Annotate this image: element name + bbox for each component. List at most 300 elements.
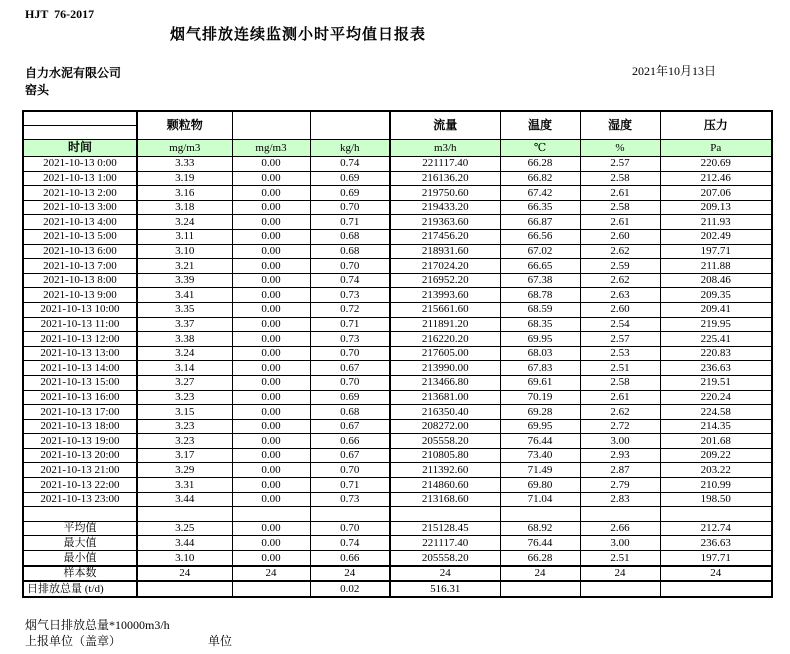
cell-value: 73.40 [500, 448, 580, 463]
summary-value: 205558.20 [390, 551, 500, 566]
cell-value: 202.49 [660, 229, 772, 244]
cell-time: 2021-10-13 22:00 [23, 478, 137, 493]
cell-value: 0.70 [310, 463, 390, 478]
cell-value: 76.44 [500, 434, 580, 449]
cell-value: 210.99 [660, 478, 772, 493]
summary-value: 66.28 [500, 551, 580, 566]
cell-value: 197.71 [660, 244, 772, 259]
cell-time: 2021-10-13 15:00 [23, 375, 137, 390]
cell-value: 2.51 [580, 361, 660, 376]
summary-value: 24 [660, 566, 772, 582]
data-rows [23, 157, 772, 522]
cell-time: 2021-10-13 10:00 [23, 302, 137, 317]
flow-total-note: 烟气日排放总量*10000m3/h [25, 618, 170, 632]
cell-value: 218931.60 [390, 244, 500, 259]
cell-time: 2021-10-13 2:00 [23, 186, 137, 201]
cell-time: 2021-10-13 8:00 [23, 273, 137, 288]
table-row [23, 229, 772, 244]
group-header-row [23, 111, 772, 126]
cell-value: 220.69 [660, 157, 772, 172]
unit-particulate-concentration: mg/m3 [137, 140, 232, 157]
cell-value: 3.11 [137, 229, 232, 244]
cell-value: 220.24 [660, 390, 772, 405]
cell-value: 71.49 [500, 463, 580, 478]
summary-value: 0.00 [232, 536, 310, 551]
cell-time: 2021-10-13 0:00 [23, 157, 137, 172]
cell-value: 211.93 [660, 215, 772, 230]
cell-value: 2.58 [580, 200, 660, 215]
table-row [23, 317, 772, 332]
cell-value: 2.58 [580, 171, 660, 186]
cell-value: 2.87 [580, 463, 660, 478]
cell-value: 220.83 [660, 346, 772, 361]
cell-value: 0.00 [232, 317, 310, 332]
table-row [23, 375, 772, 390]
summary-value [137, 581, 232, 597]
cell-value: 207.06 [660, 186, 772, 201]
summary-row [23, 566, 772, 582]
cell-value: 3.19 [137, 171, 232, 186]
cell-time: 2021-10-13 16:00 [23, 390, 137, 405]
cell-value: 214860.60 [390, 478, 500, 493]
cell-value: 3.18 [137, 200, 232, 215]
table-row [23, 259, 772, 274]
cell-value: 213993.60 [390, 288, 500, 303]
cell-value: 0.68 [310, 229, 390, 244]
cell-value: 0.00 [232, 361, 310, 376]
cell-value: 219363.60 [390, 215, 500, 230]
cell-value: 216136.20 [390, 171, 500, 186]
summary-value: 0.74 [310, 536, 390, 551]
table-row [23, 492, 772, 507]
cell-value: 70.19 [500, 390, 580, 405]
summary-value: 0.70 [310, 521, 390, 536]
cell-value: 0.69 [310, 390, 390, 405]
table-row [23, 157, 772, 172]
cell-value: 2.61 [580, 215, 660, 230]
cell-value: 219750.60 [390, 186, 500, 201]
cell-value: 2.62 [580, 273, 660, 288]
header-corner-bottom [23, 126, 137, 140]
cell-time: 2021-10-13 14:00 [23, 361, 137, 376]
cell-value: 3.24 [137, 215, 232, 230]
cell-value: 3.21 [137, 259, 232, 274]
cell-value: 0.00 [232, 346, 310, 361]
cell-value: 208272.00 [390, 419, 500, 434]
cell-empty [500, 507, 580, 522]
cell-time: 2021-10-13 1:00 [23, 171, 137, 186]
cell-value: 2.63 [580, 288, 660, 303]
group-header-pressure: 压力 [660, 111, 772, 140]
cell-value: 3.29 [137, 463, 232, 478]
cell-value: 3.33 [137, 157, 232, 172]
cell-time: 2021-10-13 18:00 [23, 419, 137, 434]
cell-value: 66.65 [500, 259, 580, 274]
group-header-humidity: 湿度 [580, 111, 660, 140]
cell-value: 0.70 [310, 375, 390, 390]
cell-value: 3.41 [137, 288, 232, 303]
cell-value: 221117.40 [390, 157, 500, 172]
cell-value: 2.60 [580, 229, 660, 244]
cell-value: 0.00 [232, 200, 310, 215]
cell-value: 211.88 [660, 259, 772, 274]
cell-time: 2021-10-13 5:00 [23, 229, 137, 244]
summary-row [23, 536, 772, 551]
group-header-temperature: 温度 [500, 111, 580, 140]
cell-value: 2.61 [580, 390, 660, 405]
cell-value: 0.73 [310, 288, 390, 303]
cell-value: 201.68 [660, 434, 772, 449]
cell-value: 217024.20 [390, 259, 500, 274]
summary-rows [23, 521, 772, 596]
cell-value: 216220.20 [390, 332, 500, 347]
cell-value: 0.00 [232, 390, 310, 405]
cell-value: 209.22 [660, 448, 772, 463]
cell-value: 219.95 [660, 317, 772, 332]
unit-humidity: % [580, 140, 660, 157]
cell-value: 66.87 [500, 215, 580, 230]
summary-value: 236.63 [660, 536, 772, 551]
cell-value: 3.38 [137, 332, 232, 347]
table-row [23, 361, 772, 376]
cell-value: 66.35 [500, 200, 580, 215]
cell-time: 2021-10-13 13:00 [23, 346, 137, 361]
cell-value: 3.24 [137, 346, 232, 361]
cell-value: 0.00 [232, 405, 310, 420]
cell-value: 217605.00 [390, 346, 500, 361]
cell-value: 0.00 [232, 463, 310, 478]
cell-value: 0.68 [310, 244, 390, 259]
cell-value: 69.95 [500, 419, 580, 434]
table-row [23, 346, 772, 361]
cell-time: 2021-10-13 21:00 [23, 463, 137, 478]
summary-row [23, 581, 772, 597]
cell-value: 205558.20 [390, 434, 500, 449]
report-date: 2021年10月13日 [632, 64, 717, 78]
cell-value: 0.70 [310, 346, 390, 361]
unit-particulate-rate: kg/h [310, 140, 390, 157]
cell-value: 0.74 [310, 273, 390, 288]
cell-value: 0.66 [310, 434, 390, 449]
cell-value: 0.69 [310, 171, 390, 186]
reporting-unit-label: 上报单位（盖章） [25, 634, 122, 648]
cell-value: 0.00 [232, 171, 310, 186]
cell-value: 212.46 [660, 171, 772, 186]
summary-value: 3.44 [137, 536, 232, 551]
cell-value: 211392.60 [390, 463, 500, 478]
cell-value: 2.60 [580, 302, 660, 317]
cell-value: 0.00 [232, 302, 310, 317]
summary-label: 最小值 [23, 551, 137, 566]
cell-empty [232, 507, 310, 522]
cell-value: 69.80 [500, 478, 580, 493]
cell-value: 0.67 [310, 448, 390, 463]
cell-value: 67.38 [500, 273, 580, 288]
table-row [23, 332, 772, 347]
cell-value: 0.74 [310, 157, 390, 172]
cell-value: 68.35 [500, 317, 580, 332]
cell-value: 67.42 [500, 186, 580, 201]
summary-value: 212.74 [660, 521, 772, 536]
summary-value: 0.00 [232, 521, 310, 536]
summary-value: 2.66 [580, 521, 660, 536]
cell-value: 0.00 [232, 259, 310, 274]
cell-value: 216350.40 [390, 405, 500, 420]
cell-value: 213681.00 [390, 390, 500, 405]
table-row [23, 478, 772, 493]
cell-value: 3.17 [137, 448, 232, 463]
report-table [22, 110, 773, 598]
unit-label: 单位 [208, 634, 233, 648]
cell-empty [137, 507, 232, 522]
cell-value: 68.03 [500, 346, 580, 361]
cell-time: 2021-10-13 3:00 [23, 200, 137, 215]
cell-value: 0.00 [232, 492, 310, 507]
cell-value: 66.82 [500, 171, 580, 186]
cell-value: 0.00 [232, 288, 310, 303]
cell-value: 3.00 [580, 434, 660, 449]
cell-value: 213466.80 [390, 375, 500, 390]
table-row [23, 186, 772, 201]
cell-time: 2021-10-13 7:00 [23, 259, 137, 274]
cell-value: 3.14 [137, 361, 232, 376]
time-header: 时间 [23, 140, 137, 157]
cell-value: 68.59 [500, 302, 580, 317]
cell-value: 0.71 [310, 317, 390, 332]
summary-value: 215128.45 [390, 521, 500, 536]
cell-value: 0.67 [310, 419, 390, 434]
summary-value: 24 [580, 566, 660, 582]
cell-value: 2.79 [580, 478, 660, 493]
summary-value: 76.44 [500, 536, 580, 551]
cell-value: 2.57 [580, 332, 660, 347]
summary-value: 0.00 [232, 551, 310, 566]
unit-temperature: ℃ [500, 140, 580, 157]
cell-value: 2.62 [580, 405, 660, 420]
cell-time: 2021-10-13 19:00 [23, 434, 137, 449]
cell-value: 3.23 [137, 419, 232, 434]
group-header-empty-1 [232, 111, 310, 140]
unit-flow: m3/h [390, 140, 500, 157]
cell-value: 2.72 [580, 419, 660, 434]
cell-value: 213990.00 [390, 361, 500, 376]
cell-value: 236.63 [660, 361, 772, 376]
cell-value: 3.10 [137, 244, 232, 259]
cell-value: 3.35 [137, 302, 232, 317]
table-row [23, 200, 772, 215]
cell-time: 2021-10-13 11:00 [23, 317, 137, 332]
summary-row [23, 521, 772, 536]
cell-value: 209.13 [660, 200, 772, 215]
cell-value: 3.31 [137, 478, 232, 493]
cell-value: 2.61 [580, 186, 660, 201]
cell-value: 66.28 [500, 157, 580, 172]
cell-value: 2.62 [580, 244, 660, 259]
site-name: 窑头 [25, 83, 50, 97]
cell-value: 3.44 [137, 492, 232, 507]
group-header-empty-2 [310, 111, 390, 140]
cell-time: 2021-10-13 4:00 [23, 215, 137, 230]
cell-value: 3.16 [137, 186, 232, 201]
summary-value [660, 581, 772, 597]
cell-value: 0.00 [232, 157, 310, 172]
cell-value: 0.00 [232, 419, 310, 434]
cell-value: 225.41 [660, 332, 772, 347]
spacer-row [23, 507, 772, 522]
cell-value: 0.00 [232, 434, 310, 449]
cell-value: 68.78 [500, 288, 580, 303]
cell-value: 0.71 [310, 215, 390, 230]
summary-value: 2.51 [580, 551, 660, 566]
cell-time: 2021-10-13 12:00 [23, 332, 137, 347]
cell-empty [310, 507, 390, 522]
cell-value: 0.00 [232, 448, 310, 463]
cell-value: 2.59 [580, 259, 660, 274]
cell-value: 209.41 [660, 302, 772, 317]
cell-value: 3.23 [137, 390, 232, 405]
cell-value: 69.61 [500, 375, 580, 390]
unit-pressure: Pa [660, 140, 772, 157]
cell-value: 2.53 [580, 346, 660, 361]
cell-value: 66.56 [500, 229, 580, 244]
standard-code: HJT 76-2017 [25, 7, 95, 21]
cell-value: 217456.20 [390, 229, 500, 244]
table-row [23, 171, 772, 186]
summary-value: 197.71 [660, 551, 772, 566]
cell-empty [580, 507, 660, 522]
cell-value: 0.00 [232, 478, 310, 493]
cell-time: 2021-10-13 6:00 [23, 244, 137, 259]
cell-value: 2.57 [580, 157, 660, 172]
cell-value: 0.00 [232, 215, 310, 230]
summary-value: 0.02 [310, 581, 390, 597]
cell-value: 0.00 [232, 375, 310, 390]
summary-value: 24 [500, 566, 580, 582]
company-name: 自力水泥有限公司 [25, 66, 122, 80]
header-corner-top [23, 111, 137, 126]
summary-value [500, 581, 580, 597]
cell-empty [23, 507, 137, 522]
unit-particulate-concentration-2: mg/m3 [232, 140, 310, 157]
cell-value: 69.28 [500, 405, 580, 420]
cell-value: 3.15 [137, 405, 232, 420]
table-row [23, 463, 772, 478]
cell-value: 0.72 [310, 302, 390, 317]
table-row [23, 419, 772, 434]
cell-value: 3.37 [137, 317, 232, 332]
cell-value: 69.95 [500, 332, 580, 347]
cell-value: 0.68 [310, 405, 390, 420]
cell-value: 2.58 [580, 375, 660, 390]
summary-row [23, 551, 772, 566]
cell-value: 214.35 [660, 419, 772, 434]
cell-value: 203.22 [660, 463, 772, 478]
cell-value: 211891.20 [390, 317, 500, 332]
unit-header-row [23, 140, 772, 157]
table-row [23, 244, 772, 259]
summary-value: 24 [390, 566, 500, 582]
table-row [23, 390, 772, 405]
summary-value: 0.66 [310, 551, 390, 566]
cell-value: 209.35 [660, 288, 772, 303]
summary-value: 3.25 [137, 521, 232, 536]
cell-value: 208.46 [660, 273, 772, 288]
cell-value: 210805.80 [390, 448, 500, 463]
table-row [23, 273, 772, 288]
cell-value: 0.00 [232, 244, 310, 259]
cell-value: 0.73 [310, 332, 390, 347]
cell-time: 2021-10-13 20:00 [23, 448, 137, 463]
cell-value: 2.83 [580, 492, 660, 507]
cell-time: 2021-10-13 23:00 [23, 492, 137, 507]
cell-value: 219433.20 [390, 200, 500, 215]
cell-value: 215661.60 [390, 302, 500, 317]
cell-value: 0.71 [310, 478, 390, 493]
cell-value: 0.70 [310, 200, 390, 215]
summary-value: 24 [232, 566, 310, 582]
table-row [23, 434, 772, 449]
cell-value: 71.04 [500, 492, 580, 507]
cell-value: 0.00 [232, 186, 310, 201]
cell-empty [390, 507, 500, 522]
cell-value: 0.69 [310, 186, 390, 201]
cell-empty [660, 507, 772, 522]
cell-time: 2021-10-13 9:00 [23, 288, 137, 303]
group-header-flow: 流量 [390, 111, 500, 140]
cell-value: 0.00 [232, 332, 310, 347]
summary-label: 日排放总量 (t/d) [23, 581, 137, 597]
summary-value: 221117.40 [390, 536, 500, 551]
cell-value: 3.39 [137, 273, 232, 288]
summary-label: 平均值 [23, 521, 137, 536]
table-row [23, 288, 772, 303]
table-row [23, 448, 772, 463]
cell-time: 2021-10-13 17:00 [23, 405, 137, 420]
cell-value: 0.73 [310, 492, 390, 507]
cell-value: 0.00 [232, 229, 310, 244]
cell-value: 0.00 [232, 273, 310, 288]
summary-value: 516.31 [390, 581, 500, 597]
page-title: 烟气排放连续监测小时平均值日报表 [170, 27, 427, 43]
cell-value: 224.58 [660, 405, 772, 420]
cell-value: 216952.20 [390, 273, 500, 288]
group-header-particulate: 颗粒物 [137, 111, 232, 140]
cell-value: 0.67 [310, 361, 390, 376]
summary-value: 24 [137, 566, 232, 582]
cell-value: 2.54 [580, 317, 660, 332]
table-row [23, 302, 772, 317]
summary-value [232, 581, 310, 597]
cell-value: 3.23 [137, 434, 232, 449]
table-row [23, 405, 772, 420]
summary-value [580, 581, 660, 597]
cell-value: 67.83 [500, 361, 580, 376]
summary-value: 3.10 [137, 551, 232, 566]
summary-value: 24 [310, 566, 390, 582]
cell-value: 3.27 [137, 375, 232, 390]
table-row [23, 215, 772, 230]
summary-label: 样本数 [23, 566, 137, 582]
cell-value: 0.70 [310, 259, 390, 274]
summary-label: 最大值 [23, 536, 137, 551]
cell-value: 213168.60 [390, 492, 500, 507]
cell-value: 2.93 [580, 448, 660, 463]
summary-value: 3.00 [580, 536, 660, 551]
cell-value: 198.50 [660, 492, 772, 507]
summary-value: 68.92 [500, 521, 580, 536]
cell-value: 67.02 [500, 244, 580, 259]
cell-value: 219.51 [660, 375, 772, 390]
